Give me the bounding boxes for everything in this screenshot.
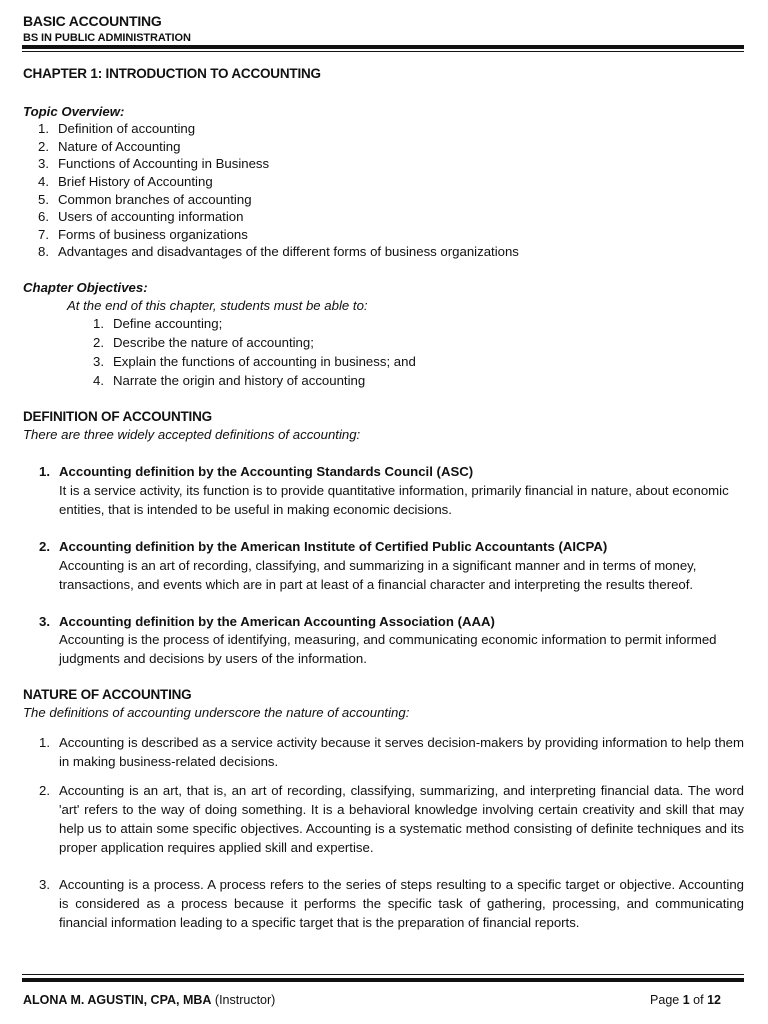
objectives-list <box>23 314 745 390</box>
list-item: 7. Forms of business organizations <box>38 226 248 242</box>
nature-item: 3. Accounting is a process. A process refers to the series of steps resulting to a specific target or objective. Accounting is considered as a process because it performs the specific task of gathering, processing, and communicating financial information leading to a specific target that is the preparation of financial reports. <box>39 877 744 931</box>
instructor-credit <box>23 993 275 1007</box>
objectives-intro: At the end of this chapter, students must be able to: <box>67 297 368 313</box>
list-item: 1. Definition of accounting <box>38 121 196 137</box>
header-rule-thin <box>22 51 744 52</box>
page-content <box>23 65 745 932</box>
nature-heading: NATURE OF ACCOUNTING <box>23 687 192 703</box>
list-item: 1. Define accounting; <box>93 316 223 332</box>
program-name: BS IN PUBLIC ADMINISTRATION <box>23 32 191 44</box>
instructor-role: (Instructor) <box>214 993 276 1007</box>
list-item: 3. Functions of Accounting in Business <box>38 156 270 172</box>
list-item: 6. Users of accounting information <box>38 209 244 225</box>
definition-text: It is a service activity, its function is to provide quantitative information, primarily financial in nature, about economic entities, that is intended to be useful in making economic decisions. <box>59 482 729 517</box>
definition-text: Accounting is the process of identifying, measuring, and communicating economic information to permit informed judgments and decisions by users of the information. <box>59 632 717 667</box>
list-item: 4. Narrate the origin and history of accounting <box>93 373 366 389</box>
list-item: 2. Describe the nature of accounting; <box>93 335 314 351</box>
list-item: 4. Brief History of Accounting <box>38 173 213 189</box>
course-title: BASIC ACCOUNTING <box>23 13 162 29</box>
definition-item: 2. Accounting definition by the American Institute of Certified Public Accountants (AICPA) Accounting is an art of recording, classifying, and summarizing in a significant manner and in terms of money, transactions, and events which are in part at least of a financial character and interpreting the results thereof. <box>23 538 745 594</box>
footer-rule-thin <box>22 974 744 975</box>
topic-overview-heading: Topic Overview: <box>23 103 125 119</box>
definition-heading: DEFINITION OF ACCOUNTING <box>23 409 212 425</box>
list-item: 2. Nature of Accounting <box>38 138 181 154</box>
definition-intro: There are three widely accepted definitions of accounting: <box>23 426 361 442</box>
definition-text: Accounting is an art of recording, classifying, and summarizing in a significant manner and in terms of money, transactions, and events which are in part at least of a financial character and interpreting the results thereof. <box>59 557 697 592</box>
chapter-title: CHAPTER 1: INTRODUCTION TO ACCOUNTING <box>23 66 321 81</box>
topic-overview-list <box>23 120 745 261</box>
definition-title: Accounting definition by the Accounting Standards Council (ASC) <box>59 464 474 480</box>
page-number: Page 1 of 12 <box>650 993 721 1007</box>
definition-item: 1. Accounting definition by the Accounting Standards Council (ASC) It is a service activity, its function is to provide quantitative information, primarily financial in nature, about economic entities, that is intended to be useful in making economic decisions. <box>23 463 745 519</box>
definition-title: Accounting definition by the American Institute of Certified Public Accountants (AICPA) <box>59 538 608 554</box>
footer-rule-thick <box>22 978 744 982</box>
list-item: 3. Explain the functions of accounting in business; and <box>93 354 416 370</box>
nature-item: 2. Accounting is an art, that is, an art of recording, classifying, summarizing, and interpreting financial data. The word 'art' refers to the way of doing something. It is a behavioral knowledge involving certain creativity and skill that may help us to attain some specific objectives. Accounting is a systematic method consisting of definite techniques and its proper application requires applied skill and expertise. <box>39 783 744 856</box>
list-item: 5. Common branches of accounting <box>38 191 252 207</box>
nature-item: 1. Accounting is described as a service activity because it serves decision-makers by providing information to help them in making business-related decisions. <box>39 735 744 770</box>
nature-intro: The definitions of accounting underscore the nature of accounting: <box>23 704 410 720</box>
list-item: 8. Advantages and disadvantages of the different forms of business organizations <box>38 244 519 260</box>
instructor-name: ALONA M. AGUSTIN, CPA, MBA <box>23 993 212 1007</box>
definition-title: Accounting definition by the American Accounting Association (AAA) <box>59 613 495 629</box>
header-rule-thick <box>22 45 744 49</box>
chapter-objectives-heading: Chapter Objectives: <box>23 279 148 295</box>
definition-item: 3. Accounting definition by the American Accounting Association (AAA) Accounting is the process of identifying, measuring, and communicating economic information to permit informed judgments and decisions by users of the information. <box>23 613 745 669</box>
